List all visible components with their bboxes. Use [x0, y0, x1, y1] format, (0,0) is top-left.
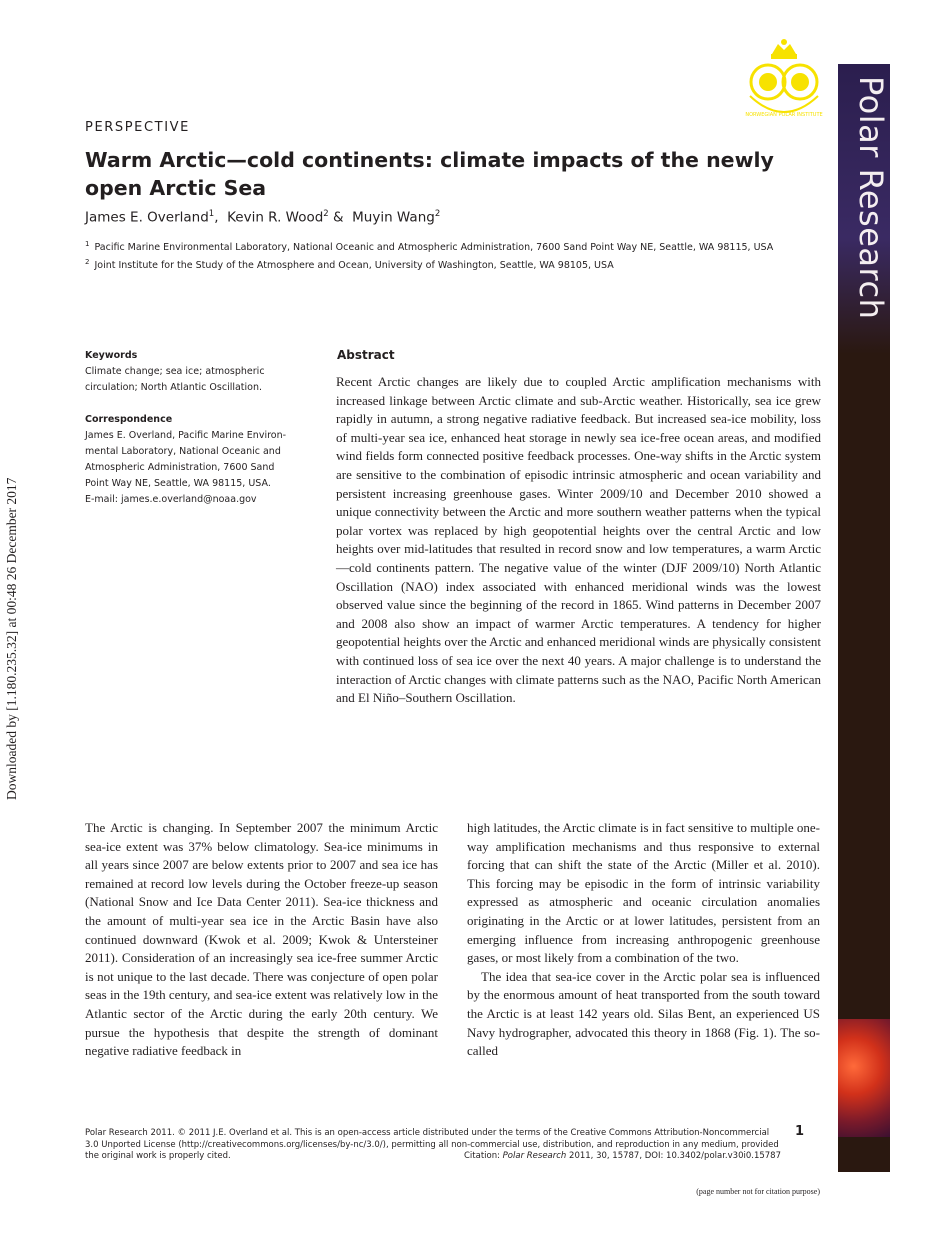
strip-cover-image — [838, 1019, 890, 1137]
author-separator: & — [328, 209, 348, 226]
citation-details: 2011, 30, 15787, DOI: 10.3402/polar.v30i0.15787 — [566, 1151, 781, 1161]
body-paragraph: high latitudes, the Arctic climate is in fact sensitive to multiple one-way amplification mechanisms and thus responsive to external forcing that can shift the state of the Arctic (Miller et al. 2010). This forcing may be episodic in the form of intrinsic variability expressed as atmospheric and oceanic circulation anomalies originating in the Arctic or at lower latitudes, persistent from an emerging influence from increasing anthropogenic greenhouse gases, or most likely from a combination of the two. — [467, 820, 820, 966]
affiliation-sup: 1 — [85, 240, 90, 248]
affiliation-text: Joint Institute for the Study of the Atmosphere and Ocean, University of Washington, Seattle, WA 98105, USA — [94, 260, 614, 272]
page-number: 1 — [795, 1124, 805, 1139]
author-list — [85, 209, 440, 226]
article-sidebar — [85, 348, 305, 508]
body-column-left: The Arctic is changing. In September 2007 the minimum Arctic sea-ice extent was 37% below climatology. Sea-ice minimums in all years since 2007 are below extents prior to 2007 and sea ice has remained at record low levels during the October freeze-up season (National Snow and Ice Data Center 2011). Sea-ice thickness and the amount of multi-year sea ice in the Arctic Basin have also continued downward (Kwok et al. 2009; Kwok & Untersteiner 2011). Consideration of an increasingly sea ice-free summer Arctic is not unique to the last decade. There was conjecture of open polar seas in the 19th century, and sea-ice extent was relatively low in the Atlantic sector of the Arctic during the early 20th century. We pursue the hypothesis that despite the strength of dominant negative radiative feedback in — [85, 820, 438, 1059]
keywords-heading: Keywords — [85, 350, 138, 361]
author-affil-sup: 2 — [323, 209, 329, 219]
affiliation-text: Pacific Marine Environmental Laboratory, National Oceanic and Atmospheric Administration, 7600 Sand Point Way NE, Seattle, WA 98115, USA — [94, 242, 774, 254]
author-affil-sup: 1 — [208, 209, 215, 219]
affiliation-sup: 2 — [85, 258, 90, 266]
author-name: Muyin Wang — [352, 209, 435, 226]
download-watermark: Downloaded by [1.180.235.32] at 00:48 26 December 2017 — [4, 477, 19, 800]
author-affil-sup: 2 — [434, 209, 441, 219]
author-name: James E. Overland — [85, 209, 209, 226]
page-number-note: (page number not for citation purpose) — [696, 1187, 820, 1196]
journal-name-vertical — [838, 64, 890, 354]
citation-journal: Polar Research — [502, 1151, 567, 1161]
citation-line — [420, 1151, 781, 1161]
correspondence-line: James E. Overland, Pacific Marine Environ- — [85, 430, 287, 441]
correspondence-email[interactable]: E-mail: james.e.overland@noaa.gov — [85, 494, 257, 505]
article-type: PERSPECTIVE — [85, 120, 190, 135]
citation-prefix: Citation: — [463, 1151, 503, 1161]
article-title: Warm Arctic—cold continents: climate impacts of the newly open Arctic Sea — [85, 148, 774, 200]
license-footer: Polar Research 2011. © 2011 J.E. Overland et al. This is an open-access article distributed under the terms of the Creative Commons Attribution-Noncommercial 3.0 Unported License (http://creativecommons.org/licenses/by-nc/3.0/), permitting all non-commercial use, distribution, and reproduction in any medium, provided the original work is properly cited. — [85, 1128, 779, 1161]
author-name: Kevin R. Wood — [227, 209, 324, 226]
author-separator: , — [214, 209, 223, 226]
correspondence-heading: Correspondence — [85, 414, 173, 425]
journal-name: Polar Research — [852, 76, 890, 320]
abstract-text: Recent Arctic changes are likely due to coupled Arctic amplification mechanisms with increased linkage between Arctic climate and sub-Arctic weather. Historically, sea ice grew rapidly in autumn, a strong negative radiative feedback. But increased sea-ice mobility, loss of multi-year sea ice, enhanced heat storage in newly sea ice-free ocean areas, and modified wind fields form connected positive feedback processes. One-way shifts in the Arctic system are sensitive to the combination of episodic intrinsic atmospheric and ocean variability and persistent increasing greenhouse gases. Winter 2009/10 and December 2010 showed a unique connectivity between the Arctic and more southern weather patterns when the typical polar vortex was replaced by high geopotential heights over the central Arctic and low heights over mid-latitudes that resulted in record snow and low temperatures, a warm Arctic—cold continents pattern. The negative value of the winter (DJF 2009/10) North Atlantic Oscillation (NAO) index associated with enhanced meridional winds was the lowest observed value since the beginning of the record in 1865. Wind patterns in December 2007 and 2008 also show an impact of warmer Arctic temperatures. A tendency for higher geopotential heights over the Arctic and enhanced meridional winds are physically consistent with continued loss of sea ice over the next 40 years. A major challenge is to understand the interaction of Arctic changes with climate patterns such as the NAO, Pacific North American and El Niño–Southern Oscillation. — [336, 374, 821, 706]
body-paragraph: The idea that sea-ice cover in the Arctic polar sea is influenced by the enormous amount of heat transported from the south toward the Arctic is at least 142 years old. Silas Bent, an experienced US Navy hydrographer, advocated this theory in 1868 (Fig. 1). The so-called — [467, 968, 820, 1059]
body-column-right — [467, 819, 820, 1061]
logo-text: NORWEGIAN POLAR INSTITUTE — [745, 112, 823, 118]
correspondence-line: mental Laboratory, National Oceanic and — [85, 446, 281, 457]
correspondence-line: Point Way NE, Seattle, WA 98115, USA. — [85, 478, 271, 489]
correspondence-line: Atmospheric Administration, 7600 Sand — [85, 462, 275, 473]
abstract-heading: Abstract — [337, 348, 395, 362]
affiliation — [85, 240, 773, 253]
norwegian-polar-institute-logo — [738, 36, 830, 122]
keywords-text: Climate change; sea ice; atmospheric circulation; North Atlantic Oscillation. — [85, 366, 265, 393]
affiliation — [85, 258, 614, 271]
